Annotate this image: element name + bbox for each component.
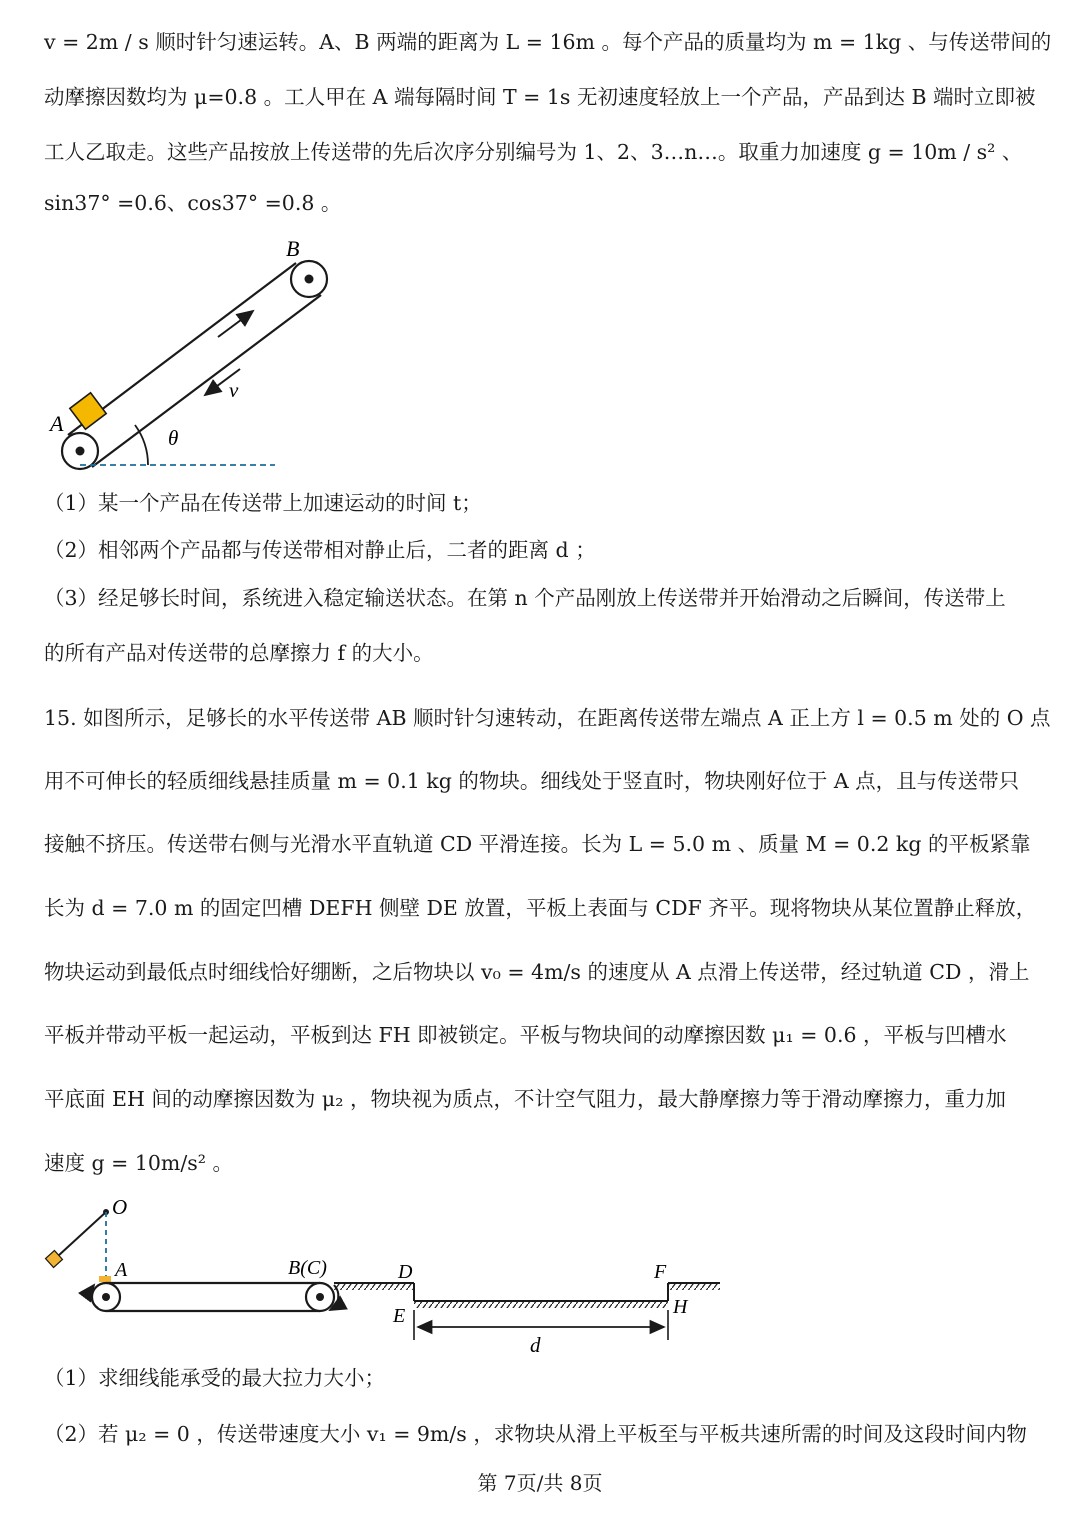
product-block-icon (70, 393, 106, 429)
p14-line-1: v = 2m / s 顺时针匀速运转。A、B 两端的距离为 L = 16m 。每个产品的质量均为 m = 1kg 、与传送带间的 (44, 30, 1052, 54)
block-at-A-icon (99, 1276, 111, 1282)
p14-line-4: sin37° =0.6、cos37° =0.8 。 (44, 191, 342, 215)
pulley-b-icon (291, 261, 327, 297)
belt-bottom-line (92, 295, 321, 467)
p15-line-5: 物块运动到最低点时细线恰好绷断，之后物块以 v₀ = 4m/s 的速度从 A 点滑上传送带，经过轨道 CD ，滑上 (44, 960, 1030, 984)
label-F: F (654, 1261, 667, 1283)
groove-bottom-hatch (414, 1301, 668, 1308)
label-A: A (50, 411, 64, 436)
track-CD-hatch (334, 1283, 414, 1290)
p14-line-3: 工人乙取走。这些产品按放上传送带的先后次序分别编号为 1、2、3…n…。取重力加速度 g = 10m / s² 、 (44, 140, 1023, 164)
label-A2: A (115, 1259, 128, 1281)
label-v: v (229, 378, 239, 402)
p15-question-1: （1）求细线能承受的最大拉力大小； (44, 1366, 386, 1390)
pulley-a-icon (62, 433, 98, 469)
p15-line-2: 用不可伸长的轻质细线悬挂质量 m = 0.1 kg 的物块。细线处于竖直时，物块刚好位于 A 点，且与传送带只 (44, 769, 1020, 793)
p15-line-4: 长为 d = 7.0 m 的固定凹槽 DEFH 侧壁 DE 放置，平板上表面与 CDF 齐平。现将物块从某位置静止释放， (44, 896, 1037, 920)
label-B: B (286, 236, 300, 261)
p15-line-6: 平板并带动平板一起运动，平板到达 FH 即被锁定。平板与物块间的动摩擦因数 μ₁ = 0.6 ，平板与凹槽水 (44, 1023, 1007, 1047)
p14-question-4: 的所有产品对传送带的总摩擦力 f 的大小。 (44, 641, 434, 665)
p15-line-7: 平底面 EH 间的动摩擦因数为 μ₂ ，物块视为质点，不计空气阻力，最大静摩擦力等于滑动摩擦力，重力加 (44, 1087, 1006, 1111)
p15-line-3: 接触不挤压。传送带右侧与光滑水平直轨道 CD 平滑连接。长为 L = 5.0 m 、质量 M = 0.2 kg 的平板紧靠 (44, 832, 1031, 856)
p14-question-1: （1）某一个产品在传送带上加速运动的时间 t； (44, 491, 482, 515)
pulley-right-icon (306, 1283, 334, 1311)
label-O: O (112, 1195, 128, 1219)
horizontal-conveyor-figure (0, 1190, 760, 1365)
p15-line-1: 15. 如图所示，足够长的水平传送带 AB 顺时针匀速转动，在距离传送带左端点 A 正上方 l = 0.5 m 处的 O 点 (44, 706, 1051, 730)
label-H: H (673, 1296, 688, 1318)
p14-line-2: 动摩擦因数均为 μ=0.8 。工人甲在 A 端每隔时间 T = 1s 无初速度轻放上一个产品，产品到达 B 端时立即被 (44, 85, 1036, 109)
incline-conveyor-figure (0, 225, 400, 480)
belt-direction-up-arrow (218, 311, 253, 337)
right-surface-hatch (668, 1283, 720, 1290)
page-footer: 第 7页/共 8页 (477, 1471, 603, 1495)
label-E: E (393, 1305, 406, 1327)
p14-question-2: （2）相邻两个产品都与传送带相对静止后，二者的距离 d ； (44, 538, 596, 562)
label-BC: B(C) (288, 1257, 327, 1279)
p15-line-8: 速度 g = 10m/s² 。 (44, 1151, 234, 1175)
label-d: d (530, 1333, 541, 1357)
pendulum-string (58, 1212, 106, 1256)
label-D: D (398, 1261, 413, 1283)
p14-question-3: （3）经足够长时间，系统进入稳定输送状态。在第 n 个产品刚放上传送带并开始滑动之后瞬间，传送带上 (44, 586, 1006, 610)
label-theta: θ (168, 426, 179, 450)
p15-question-2: （2）若 μ₂ = 0 ，传送带速度大小 v₁ = 9m/s ，求物块从滑上平板至与平板共速所需的时间及这段时间内物 (44, 1422, 1027, 1446)
